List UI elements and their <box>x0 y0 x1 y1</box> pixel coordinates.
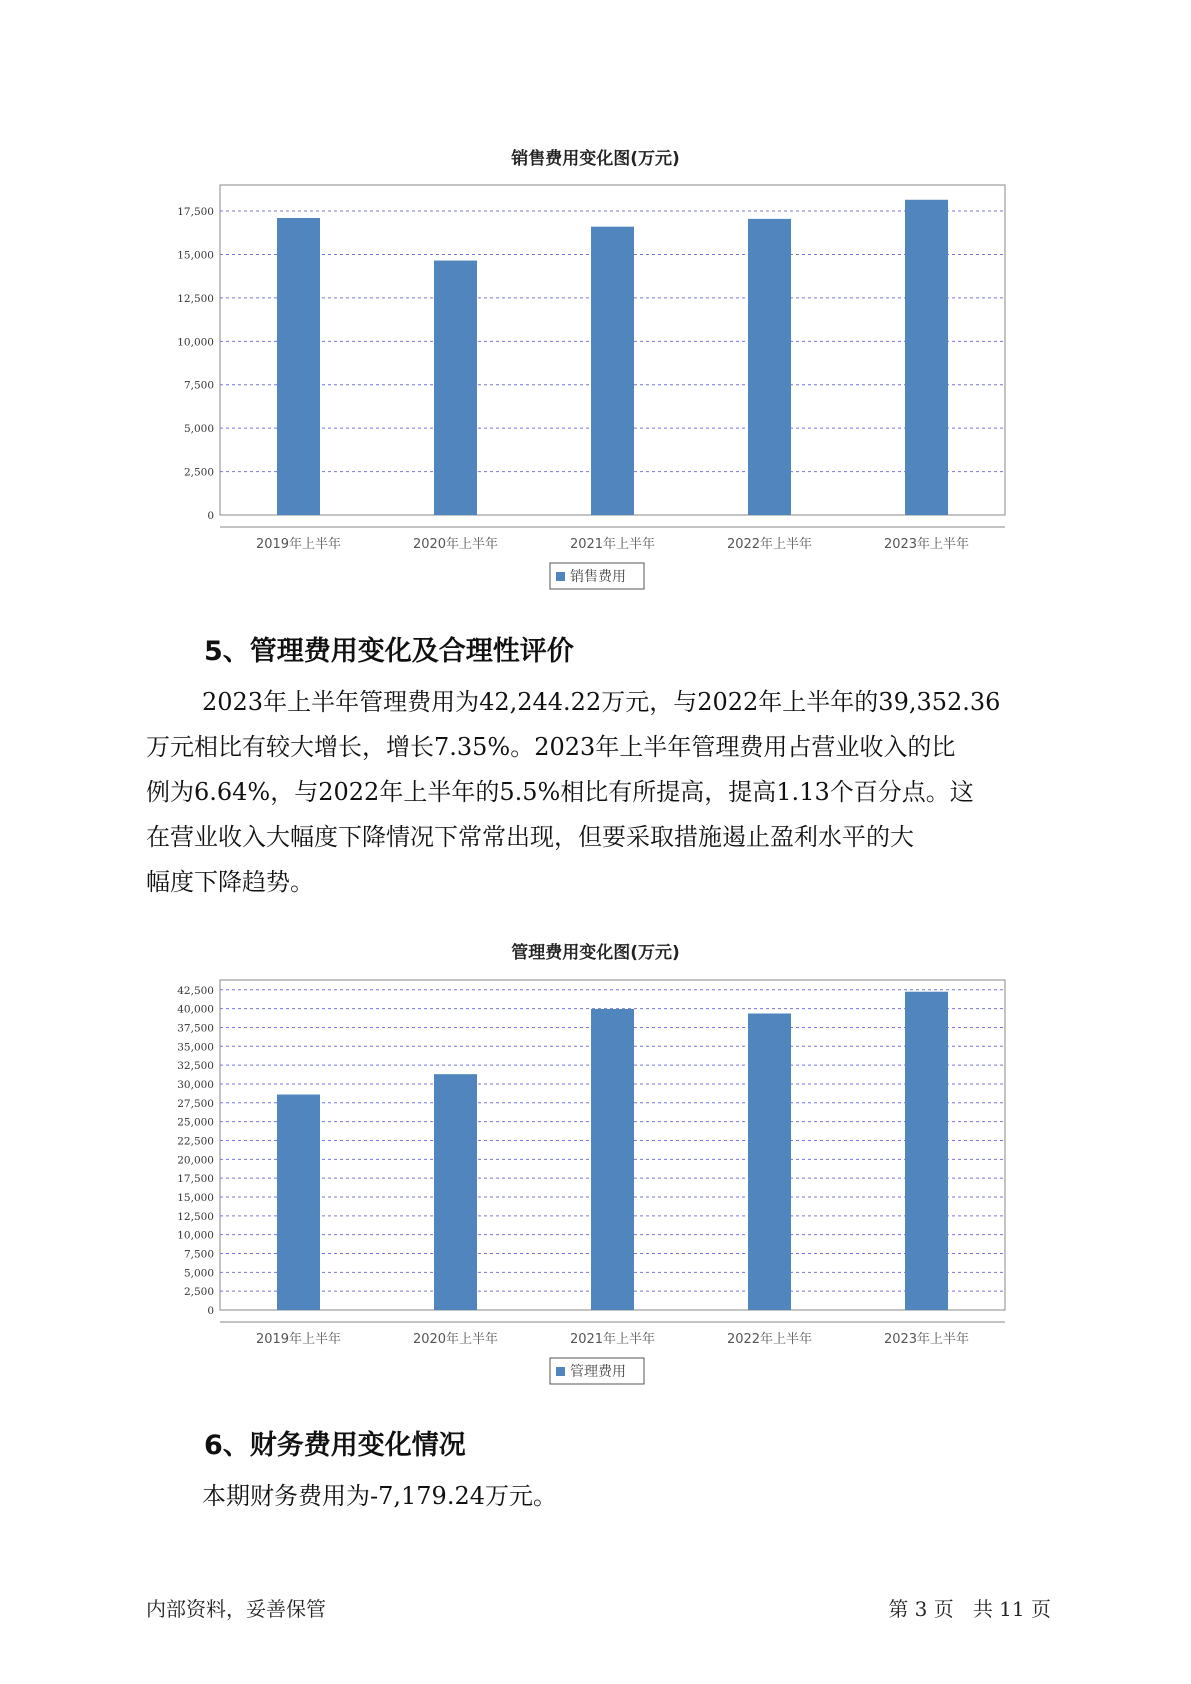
legend-label: 管理费用 <box>570 1364 626 1380</box>
bar <box>748 219 791 515</box>
y-tick-label: 12,500 <box>177 1210 214 1223</box>
bar <box>434 1074 477 1310</box>
y-tick-label: 22,500 <box>177 1135 214 1148</box>
bar <box>434 261 477 515</box>
y-tick-label: 30,000 <box>177 1078 214 1091</box>
y-tick-label: 5,000 <box>183 423 214 436</box>
y-tick-label: 10,000 <box>177 336 214 349</box>
x-tick-label: 2021年上半年 <box>569 537 656 552</box>
y-tick-label: 0 <box>207 510 214 522</box>
y-tick-label: 17,500 <box>177 206 214 219</box>
x-tick-label: 2023年上半年 <box>883 1332 970 1347</box>
y-tick-label: 15,000 <box>177 249 214 262</box>
bar <box>905 992 948 1310</box>
legend-label: 销售费用 <box>570 569 626 585</box>
x-tick-label: 2022年上半年 <box>726 537 813 552</box>
section-5-heading: 5、管理费用变化及合理性评价 <box>204 636 574 667</box>
paragraph-line-4: 在营业收入大幅度下降情况下常常出现，但要采取措施遏止盈利水平的大 <box>146 823 914 851</box>
bar <box>591 1009 634 1310</box>
section-6-heading: 6、财务费用变化情况 <box>204 1430 466 1461</box>
paragraph-line-3: 例为6.64%，与2022年上半年的5.5%相比有所提高，提高1.13个百分点。这 <box>146 778 974 806</box>
y-tick-label: 40,000 <box>177 1003 214 1016</box>
x-tick-label: 2021年上半年 <box>569 1332 656 1347</box>
bar <box>277 218 320 515</box>
y-tick-label: 7,500 <box>183 1248 214 1261</box>
y-tick-label: 5,000 <box>183 1267 214 1280</box>
y-tick-label: 7,500 <box>183 379 214 392</box>
x-tick-label: 2022年上半年 <box>726 1332 813 1347</box>
x-tick-label: 2023年上半年 <box>883 537 970 552</box>
bar <box>277 1095 320 1310</box>
sales-expense-chart <box>0 180 1191 600</box>
y-tick-label: 10,000 <box>177 1229 214 1242</box>
paragraph-line-1: 2023年上半年管理费用为42,244.22万元，与2022年上半年的39,352.36 <box>202 688 1001 716</box>
y-tick-label: 20,000 <box>177 1154 214 1167</box>
y-tick-label: 25,000 <box>177 1116 214 1129</box>
chart-title-admin: 管理费用变化图(万元) <box>511 943 680 963</box>
bar <box>591 227 634 515</box>
footer-page-number: 第 3 页 共 11 页 <box>888 1597 1051 1621</box>
y-tick-label: 2,500 <box>183 466 214 479</box>
y-tick-label: 35,000 <box>177 1041 214 1054</box>
section-5-paragraph <box>146 680 1076 905</box>
bar <box>748 1014 791 1310</box>
admin-expense-chart <box>0 975 1191 1395</box>
y-tick-label: 42,500 <box>177 984 214 997</box>
x-tick-label: 2019年上半年 <box>255 537 342 552</box>
section-6-line: 本期财务费用为-7,179.24万元。 <box>202 1482 557 1510</box>
paragraph-line-5: 幅度下降趋势。 <box>146 868 314 896</box>
legend-swatch <box>556 572 565 581</box>
footer-left: 内部资料，妥善保管 <box>146 1597 326 1621</box>
legend-swatch <box>556 1367 565 1376</box>
section-6-paragraph <box>146 1474 1076 1519</box>
y-tick-label: 0 <box>207 1305 214 1317</box>
x-tick-label: 2020年上半年 <box>412 1332 499 1347</box>
bar <box>905 200 948 515</box>
y-tick-label: 27,500 <box>177 1097 214 1110</box>
y-tick-label: 15,000 <box>177 1191 214 1204</box>
x-tick-label: 2019年上半年 <box>255 1332 342 1347</box>
y-tick-label: 12,500 <box>177 292 214 305</box>
chart-title-sales: 销售费用变化图(万元) <box>511 149 680 169</box>
y-tick-label: 37,500 <box>177 1022 214 1035</box>
y-tick-label: 2,500 <box>183 1286 214 1299</box>
y-tick-label: 17,500 <box>177 1173 214 1186</box>
x-tick-label: 2020年上半年 <box>412 537 499 552</box>
paragraph-line-2: 万元相比有较大增长，增长7.35%。2023年上半年管理费用占营业收入的比 <box>146 733 956 761</box>
y-tick-label: 32,500 <box>177 1060 214 1073</box>
